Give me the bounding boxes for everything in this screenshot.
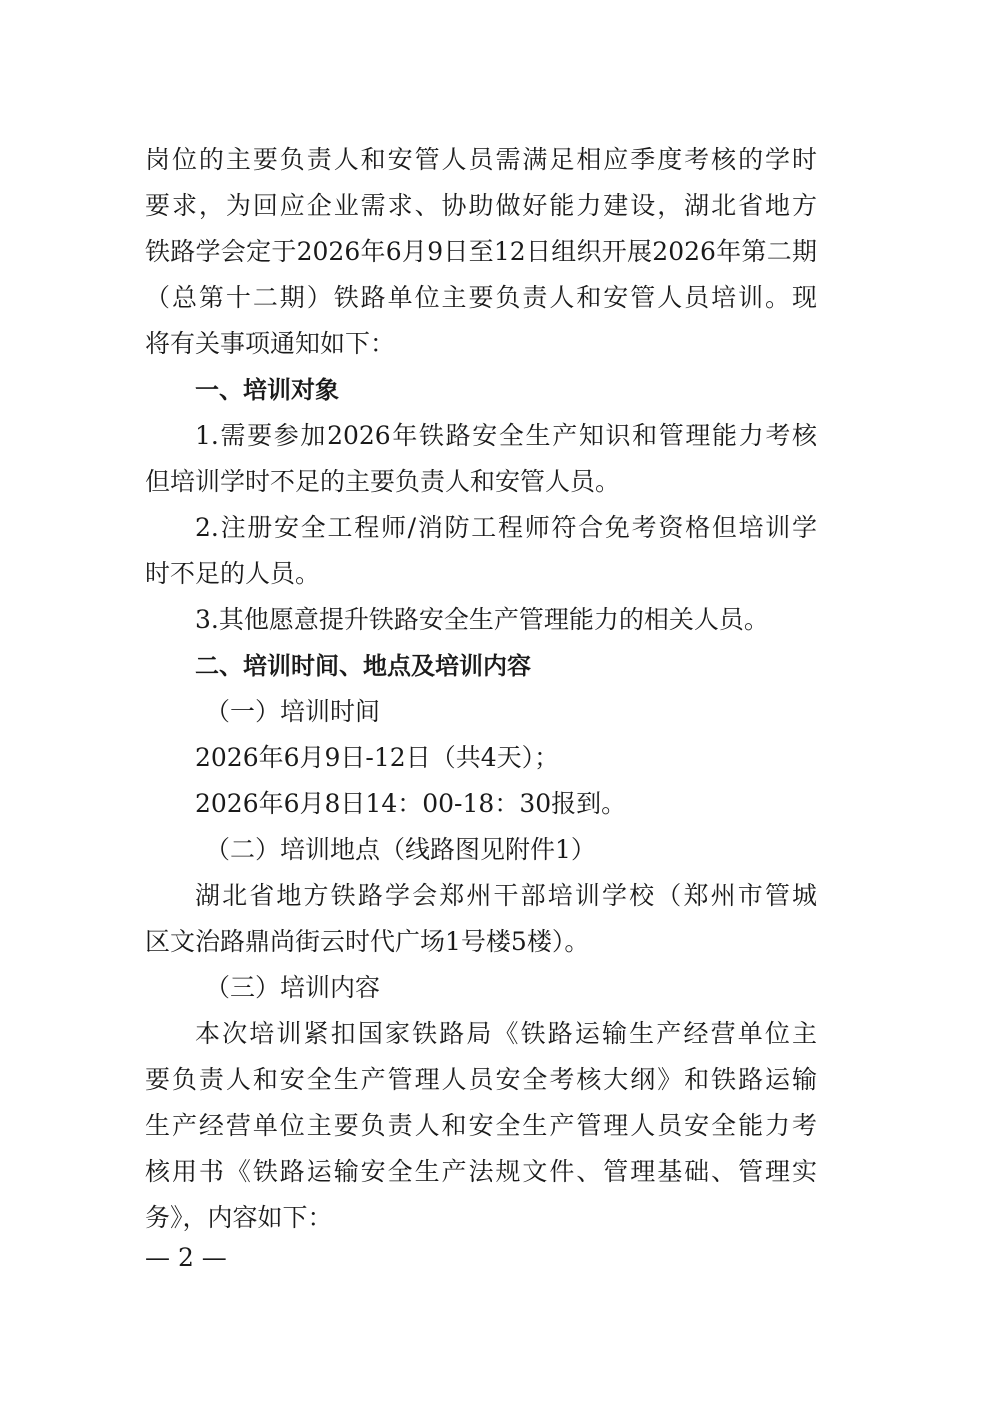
list-item-3: 3.其他愿意提升铁路安全生产管理能力的相关人员。 — [195, 605, 769, 634]
content-line: 核用书《铁路运输安全生产法规文件、管理基础、管理实 — [145, 1157, 817, 1186]
section-heading-1: 一、培训对象 — [195, 376, 339, 404]
list-item-1: 1.需要参加2026年铁路安全生产知识和管理能力考核 — [195, 421, 817, 450]
subheading-content: （三）培训内容 — [205, 973, 381, 1002]
body-line: 要求，为回应企业需求、协助做好能力建设，湖北省地方 — [145, 191, 817, 220]
content-line: 要负责人和安全生产管理人员安全考核大纲》和铁路运输 — [145, 1065, 817, 1094]
body-line: 时不足的人员。 — [145, 559, 321, 588]
subheading-time: （一）培训时间 — [205, 697, 381, 726]
location-line: 区文治路鼎尚街云时代广场1号楼5楼）。 — [145, 927, 590, 956]
body-line: 岗位的主要负责人和安管人员需满足相应季度考核的学时 — [145, 145, 817, 174]
page-number: — 2 — — [145, 1243, 227, 1272]
training-dates: 2026年6月9日-12日（共4天）； — [195, 743, 560, 772]
body-line: （总第十二期）铁路单位主要负责人和安管人员培训。现 — [145, 283, 817, 312]
registration-time: 2026年6月8日14：00-18：30报到。 — [195, 789, 627, 818]
body-line: 铁路学会定于2026年6月9日至12日组织开展2026年第二期 — [145, 237, 817, 266]
location-line: 湖北省地方铁路学会郑州干部培训学校（郑州市管城 — [195, 881, 817, 910]
body-line: 但培训学时不足的主要负责人和安管人员。 — [145, 467, 621, 496]
content-line: 本次培训紧扣国家铁路局《铁路运输生产经营单位主 — [195, 1019, 817, 1048]
content-line: 务》，内容如下： — [145, 1203, 333, 1232]
subheading-location: （二）培训地点（线路图见附件1） — [205, 835, 596, 864]
list-item-2: 2.注册安全工程师/消防工程师符合免考资格但培训学 — [195, 513, 817, 542]
content-line: 生产经营单位主要负责人和安全生产管理人员安全能力考 — [145, 1111, 817, 1140]
section-heading-2: 二、培训时间、地点及培训内容 — [195, 652, 531, 680]
body-line: 将有关事项通知如下： — [145, 329, 396, 358]
